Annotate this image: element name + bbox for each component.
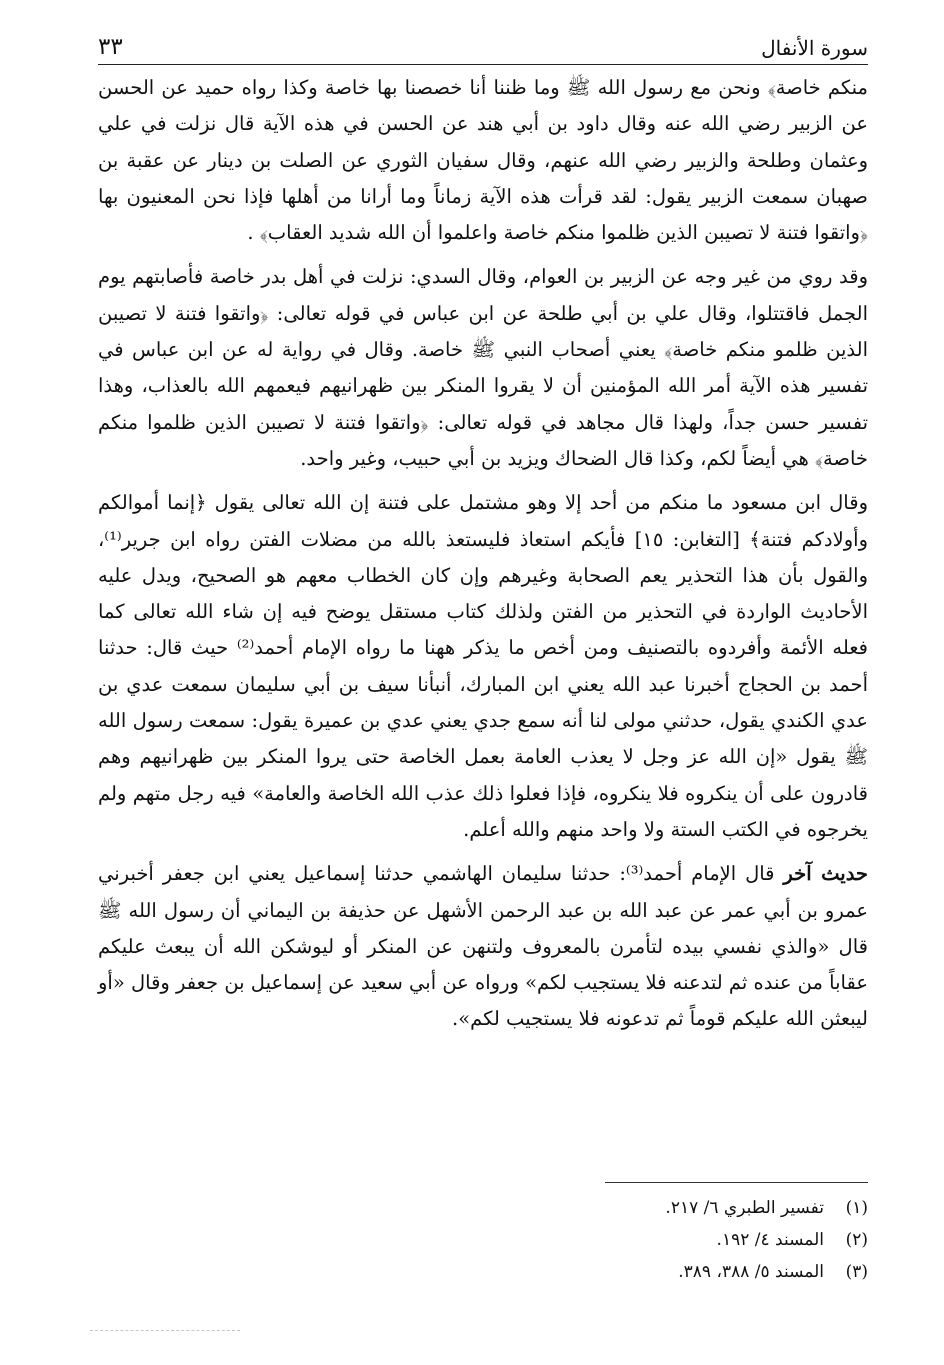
body-text (98, 70, 868, 1038)
page-header (98, 34, 868, 64)
footnote-text: المسند ٥/ ٣٨٨، ٣٨٩. (678, 1262, 824, 1282)
paragraph-text: وقال ابن مسعود ما منكم من أحد إلا وهو مشتمل على فتنة إن الله تعالى يقول ﴿إنما أموالكم وأولادكم فتنة﴾ [التغابن: ١٥] فأيكم استعاذ فليستعذ بالله من مضلات الفتن رواه ابن جرير⁽¹⁾، والقول بأن هذا التحذير يعم الصحابة وغيرهم وإن كان الخطاب معهم هو الصحيح، ويدل عليه الأحاديث الواردة في التحذير من الفتن ولذلك كتاب مستقل يوضح فيه إن شاء الله تعالى كما فعله الأئمة وأفردوه بالتصنيف ومن أخص ما يذكر ههنا ما رواه الإمام أحمد⁽²⁾ حيث قال: حدثنا أحمد بن الحجاج أخبرنا عبد الله يعني ابن المبارك، أنبأنا سيف بن أبي سليمان سمعت عدي بن عدي الكندي يقول، حدثني مولى لنا أنه سمع جدي يعني عدي بن عميرة يقول: سمعت رسول الله ﷺ يقول «إن الله عز وجل لا يعذب العامة بعمل الخاصة حتى يروا المنكر بين ظهرانيهم وهم قادرون على أن ينكروه فلا ينكروه، فإذا فعلوا ذلك عذب الله الخاصة والعامة» فيه رجل متهم ولم يخرجوه في الكتب الستة ولا واحد منهم والله أعلم. (98, 491, 868, 841)
footnote-text: المسند ٤/ ١٩٢. (716, 1230, 824, 1250)
page-number: ٣٣ (98, 34, 123, 60)
footnotes (560, 1192, 868, 1288)
paragraph-text: منكم خاصة﴾ ونحن مع رسول الله ﷺ وما ظننا أنا خصصنا بها خاصة وكذا رواه حميد عن الحسن عن الزبير رضي الله عنه وقال داود بن أبي هند عن الحسن في هذه الآية قال نزلت في علي وعثمان وطلحة والزبير رضي الله عنهم، وقال سفيان الثوري عن الصلت بن دينار عن عقبة بن صهبان سمعت الزبير يقول: لقد قرأت هذه الآية زماناً وما أرانا من أهلها فإذا نحن المعنيون بها ﴿واتقوا فتنة لا تصيبن الذين ظلموا منكم خاصة واعلموا أن الله شديد العقاب﴾ . (98, 76, 868, 245)
footnote (560, 1224, 868, 1256)
scan-artifact (90, 1330, 240, 1337)
paragraph-text: قال الإمام أحمد⁽³⁾: حدثنا سليمان الهاشمي حدثنا إسماعيل يعني ابن جعفر أخبرني عمرو بن أبي عمر عن عبد الله بن عبد الرحمن الأشهل عن حذيفة بن اليماني أن رسول الله ﷺ قال «والذي نفسي بيده لتأمرن بالمعروف ولتنهن عن المنكر أو ليوشكن الله أن يبعث عليكم عقاباً من عنده ثم لتدعنه فلا يستجيب لكم» ورواه عن أبي سعيد عن إسماعيل بن جعفر وقال «أو ليبعثن الله عليكم قوماً ثم تدعونه فلا يستجيب لكم». (98, 862, 868, 1031)
paragraph (98, 856, 868, 1037)
paragraph (98, 259, 868, 477)
footnote (560, 1256, 868, 1288)
paragraph (98, 485, 868, 848)
paragraph (98, 70, 868, 251)
paragraph-text: وقد روي من غير وجه عن الزبير بن العوام، وقال السدي: نزلت في أهل بدر خاصة فأصابتهم يوم الجمل فاقتتلوا، وقال علي بن أبي طلحة عن ابن عباس في قوله تعالى: ﴿واتقوا فتنة لا تصيبن الذين ظلمو منكم خاصة﴾ يعني أصحاب النبي ﷺ خاصة. وقال في رواية له عن ابن عباس في تفسير هذه الآية أمر الله المؤمنين أن لا يقروا المنكر بين ظهرانيهم فيعمهم الله بالعذاب، وهذا تفسير حسن جداً، ولهذا قال مجاهد في قوله تعالى: ﴿واتقوا فتنة لا تصيبن الذين ظلموا منكم خاصة﴾ هي أيضاً لكم، وكذا قال الضحاك ويزيد بن أبي حبيب، وغير واحد. (98, 265, 868, 470)
footnote-number: (٣) (845, 1262, 868, 1282)
section-heading: حديث آخر (783, 862, 868, 886)
footnote (560, 1192, 868, 1224)
footnote-number: (٢) (845, 1230, 868, 1250)
footnote-text: تفسير الطبري ٦/ ٢١٧. (665, 1198, 824, 1218)
footnote-rule (605, 1182, 868, 1183)
surah-title: سورة الأنفال (761, 36, 868, 60)
footnote-number: (١) (845, 1198, 868, 1218)
header-rule (98, 64, 868, 65)
